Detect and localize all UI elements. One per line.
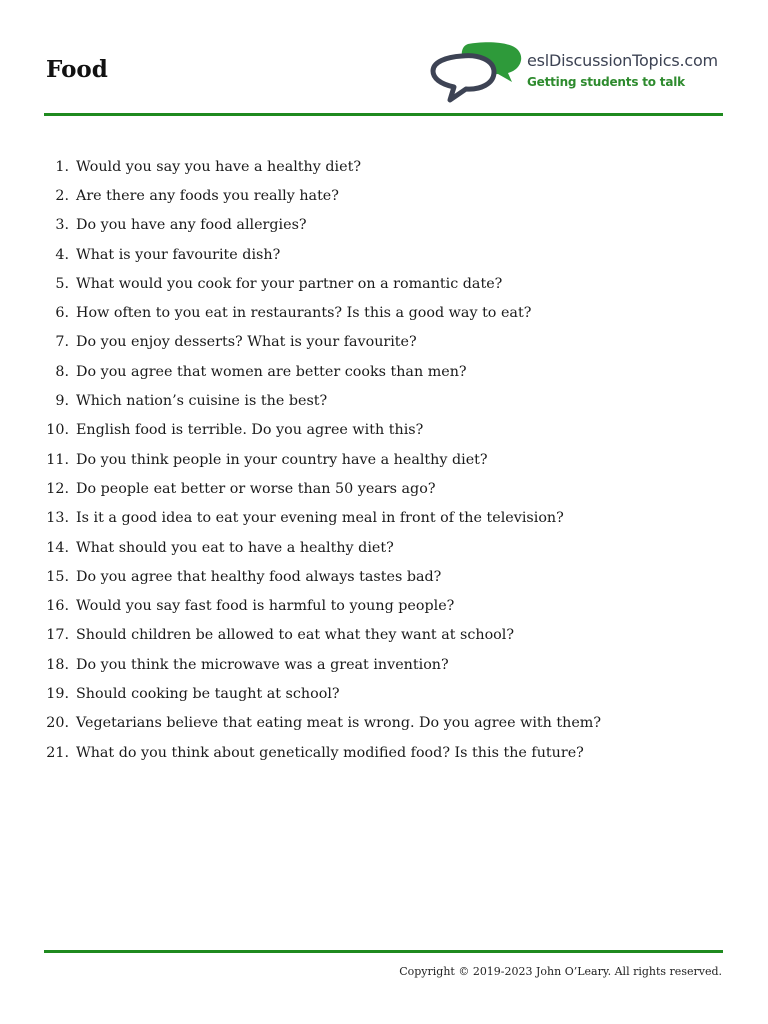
logo-site-name: eslDiscussionTopics.com: [527, 51, 718, 70]
list-item: [44, 738, 724, 767]
question-text: How often to you eat in restaurants? Is this a good way to eat?: [76, 305, 532, 322]
list-item: [44, 709, 724, 738]
question-number: 11.: [46, 451, 69, 468]
question-number: 5.: [55, 275, 69, 292]
question-text: Do you agree that women are better cooks than men?: [76, 363, 467, 380]
question-text: Should cooking be taught at school?: [76, 685, 340, 702]
list-item: [44, 533, 724, 562]
logo-tagline: Getting students to talk: [527, 75, 685, 89]
list-item: [44, 328, 724, 357]
question-number: 9.: [55, 393, 69, 410]
question-number: 6.: [55, 305, 69, 322]
question-number: 19.: [46, 685, 69, 702]
question-text: What do you think about genetically modified food? Is this the future?: [76, 744, 584, 761]
question-number: 8.: [55, 363, 69, 380]
list-item: [44, 240, 724, 269]
list-item: [44, 621, 724, 650]
question-number: 14.: [46, 539, 69, 556]
question-text: English food is terrible. Do you agree with this?: [76, 422, 424, 439]
question-number: 13.: [46, 510, 69, 527]
question-number: 18.: [46, 656, 69, 673]
speech-bubbles-icon: [428, 40, 526, 106]
question-text: Which nation’s cuisine is the best?: [76, 393, 328, 410]
question-text: Do you think the microwave was a great invention?: [76, 656, 449, 673]
question-text: Are there any foods you really hate?: [76, 187, 339, 204]
list-item: [44, 269, 724, 298]
question-text: Do you enjoy desserts? What is your favourite?: [76, 334, 417, 351]
question-number: 2.: [55, 187, 69, 204]
question-text: Would you say you have a healthy diet?: [76, 158, 361, 175]
list-item: [44, 650, 724, 679]
list-item: [44, 416, 724, 445]
header-divider: [44, 113, 723, 116]
question-text: Do you have any food allergies?: [76, 217, 307, 234]
question-number: 20.: [46, 715, 69, 732]
question-text: Is it a good idea to eat your evening meal in front of the television?: [76, 510, 564, 527]
list-item: [44, 591, 724, 620]
question-number: 3.: [55, 217, 69, 234]
list-item: [44, 298, 724, 327]
page-title: Food: [46, 56, 108, 83]
question-text: Do you agree that healthy food always tastes bad?: [76, 568, 442, 585]
copyright-notice: Copyright © 2019-2023 John O’Leary. All rights reserved.: [399, 965, 722, 978]
footer-divider: [44, 950, 723, 953]
question-number: 16.: [46, 598, 69, 615]
question-number: 10.: [46, 422, 69, 439]
list-item: [44, 181, 724, 210]
list-item: [44, 152, 724, 181]
question-text: Do you think people in your country have a healthy diet?: [76, 451, 488, 468]
question-text: Vegetarians believe that eating meat is wrong. Do you agree with them?: [76, 715, 602, 732]
list-item: [44, 357, 724, 386]
question-text: What is your favourite dish?: [76, 246, 281, 263]
list-item: [44, 474, 724, 503]
list-item: [44, 562, 724, 591]
question-text: Should children be allowed to eat what they want at school?: [76, 627, 515, 644]
question-number: 7.: [55, 334, 69, 351]
site-logo: [428, 40, 728, 106]
list-item: [44, 211, 724, 240]
question-number: 15.: [46, 568, 69, 585]
list-item: [44, 386, 724, 415]
question-number: 4.: [55, 246, 69, 263]
question-list: [44, 152, 724, 767]
question-text: Do people eat better or worse than 50 years ago?: [76, 480, 436, 497]
question-text: Would you say fast food is harmful to young people?: [76, 598, 455, 615]
question-number: 12.: [46, 480, 69, 497]
question-number: 21.: [46, 744, 69, 761]
question-number: 17.: [46, 627, 69, 644]
list-item: [44, 445, 724, 474]
list-item: [44, 679, 724, 708]
list-item: [44, 504, 724, 533]
question-text: What would you cook for your partner on a romantic date?: [76, 275, 503, 292]
question-text: What should you eat to have a healthy diet?: [76, 539, 394, 556]
question-number: 1.: [55, 158, 69, 175]
